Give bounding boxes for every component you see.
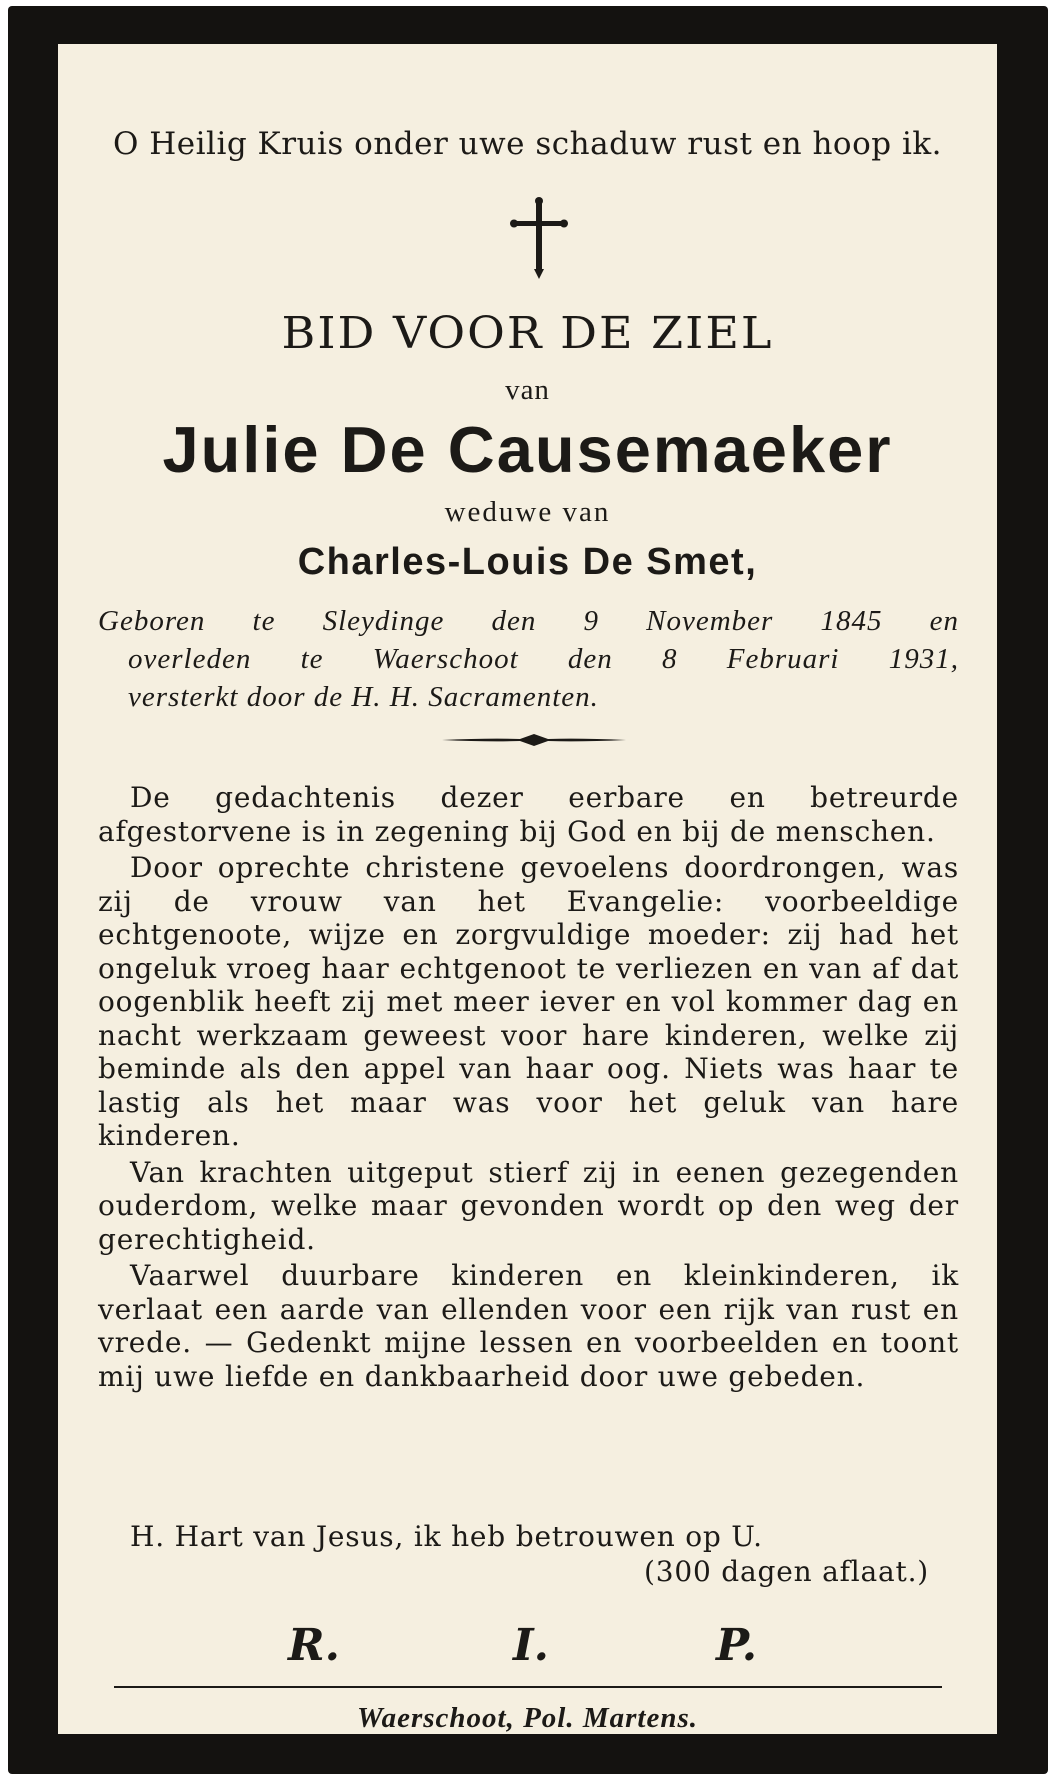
rip-r: R. <box>288 1620 340 1671</box>
widow-of-label: weduwe van <box>444 496 611 528</box>
life-dates <box>98 602 959 716</box>
eulogy-paragraph: Van krachten uitgeput stierf zij in eenen gezegenden ouderdom, welke maar gevonden wordt op den weg der gerechtigheid. <box>98 1155 959 1256</box>
eulogy-paragraph: Vaarwel duurbare kinderen en kleinkinderen, ik verlaat een aarde van ellenden voor een rijk van rust en vrede. — Gedenkt mijne lessen en voorbeelden en toont mij uwe liefde en dankbaarheid door uwe gebeden. <box>98 1259 959 1393</box>
printer-credit: Waerschoot, Pol. Martens. <box>356 1702 699 1734</box>
rip-p: P. <box>716 1620 758 1671</box>
footer-rule <box>114 1685 942 1689</box>
pray-heading: BID VOOR DE ZIEL <box>281 307 774 359</box>
death-line: overleden te Waerschoot den 8 Februari 1931, <box>128 643 959 675</box>
sacraments-line: versterkt door de H. H. Sacramenten. <box>128 681 599 713</box>
spouse-name: Charles-Louis De Smet, <box>297 541 758 583</box>
deceased-name: Julie De Causemaeker <box>162 413 893 486</box>
motto: O Heilig Kruis onder uwe schaduw rust en hoop ik. <box>112 126 943 162</box>
rip-i: I. <box>513 1620 549 1671</box>
invocation: H. Hart van Jesus, ik heb betrouwen op U. <box>130 1520 763 1553</box>
eulogy-paragraph: Door oprechte christene gevoelens doordrongen, was zij de vrouw van het Evangelie: voorbeeldige echtgenoote, wijze en zorgvuldige moeder: zij had het ongeluk vroeg haar echtgenoot te verliezen en van af dat oogenblik heeft zij met meer iever en vol kommer dag en nacht werkzaam geweest voor hare kinderen, welke zij beminde als den appel van haar oog. Niets was haar te lastig als het maar was voor het geluk van hare kinderen. <box>98 851 959 1152</box>
latin-cross-icon <box>510 197 568 279</box>
ornamental-divider-icon <box>442 731 626 749</box>
mourning-card <box>8 6 1048 1774</box>
birth-line: Geboren te Sleydinge den 9 November 1845 en <box>98 605 959 637</box>
van-label: van <box>505 374 550 406</box>
eulogy-paragraph: De gedachtenis dezer eerbare en betreurde afgestorvene is in zegening bij God en bij de menschen. <box>98 781 959 848</box>
eulogy-text <box>98 781 959 1396</box>
indulgence-note: (300 dagen aflaat.) <box>644 1555 929 1588</box>
card-paper <box>58 44 997 1734</box>
